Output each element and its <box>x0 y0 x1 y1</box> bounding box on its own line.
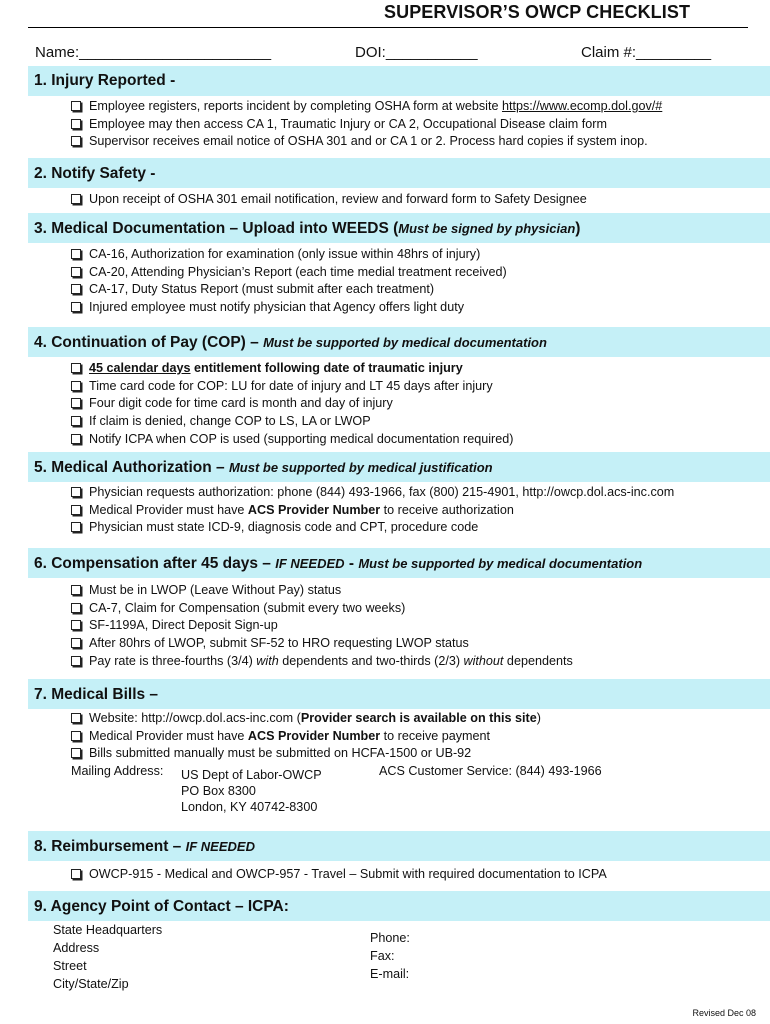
header-fields <box>35 44 735 64</box>
section-1-title: 1. Injury Reported - <box>34 72 176 89</box>
section-4-list <box>71 360 513 449</box>
list-item: Upon receipt of OSHA 301 email notification, review and forward form to Safety Designee <box>71 191 587 209</box>
list-item: CA-7, Claim for Compensation (submit every two weeks) <box>71 600 573 618</box>
list-item: CA-20, Attending Physician’s Report (each time medial treatment received) <box>71 264 507 282</box>
list-item: OWCP-915 - Medical and OWCP-957 - Travel – Submit with required documentation to ICPA <box>71 866 607 884</box>
list-item: Employee may then access CA 1, Traumatic Injury or CA 2, Occupational Disease claim form <box>71 116 662 134</box>
checkbox[interactable] <box>71 194 81 204</box>
doi-field[interactable]: DOI:___________ <box>355 44 478 61</box>
checkbox[interactable] <box>71 136 81 146</box>
list-item: 45 calendar days entitlement following date of traumatic injury <box>71 360 513 378</box>
customer-service: ACS Customer Service: (844) 493-1966 <box>379 764 602 778</box>
section-6-title: 6. Compensation after 45 days – IF NEEDED - Must be supported by medical documentation <box>34 555 643 572</box>
checkbox[interactable] <box>71 585 81 595</box>
section-3-title: 3. Medical Documentation – Upload into WEEDS (Must be signed by physician) <box>34 220 581 237</box>
list-item: Supervisor receives email notice of OSHA 301 and or CA 1 or 2. Process hard copies if system inop. <box>71 133 662 151</box>
checkbox[interactable] <box>71 713 81 723</box>
list-item: Four digit code for time card is month and day of injury <box>71 395 513 413</box>
address-line-3: London, KY 40742-8300 <box>181 800 318 814</box>
address-line-1: US Dept of Labor-OWCP <box>181 768 322 782</box>
list-item: After 80hrs of LWOP, submit SF-52 to HRO requesting LWOP status <box>71 635 573 653</box>
list-item: CA-16, Authorization for examination (only issue within 48hrs of injury) <box>71 246 507 264</box>
checkbox[interactable] <box>71 487 81 497</box>
list-item: SF-1199A, Direct Deposit Sign-up <box>71 617 573 635</box>
checkbox[interactable] <box>71 731 81 741</box>
address-line-2: PO Box 8300 <box>181 784 256 798</box>
list-item: Physician must state ICD-9, diagnosis code and CPT, procedure code <box>71 519 674 537</box>
icpa-email: E-mail: <box>370 967 410 981</box>
checkbox[interactable] <box>71 284 81 294</box>
section-9-title: 9. Agency Point of Contact – ICPA: <box>34 898 289 915</box>
checkbox[interactable] <box>71 505 81 515</box>
name-field[interactable]: Name:_______________________ <box>35 44 272 61</box>
icpa-fax: Fax: <box>370 949 395 963</box>
icpa-phone: Phone: <box>370 931 410 945</box>
checkbox[interactable] <box>71 267 81 277</box>
section-2-title: 2. Notify Safety - <box>34 165 156 182</box>
section-8-list <box>71 866 607 884</box>
list-item: Physician requests authorization: phone (844) 493-1966, fax (800) 215-4901, http://owcp.dol.acs-inc.com <box>71 484 674 502</box>
checkbox[interactable] <box>71 603 81 613</box>
list-item: Injured employee must notify physician that Agency offers light duty <box>71 299 507 317</box>
mailing-address-label: Mailing Address: <box>71 764 164 778</box>
icpa-line: Street <box>53 959 87 973</box>
icpa-line: State Headquarters <box>53 923 163 937</box>
checkbox[interactable] <box>71 638 81 648</box>
checkbox[interactable] <box>71 748 81 758</box>
checkbox[interactable] <box>71 416 81 426</box>
list-item: Bills submitted manually must be submitted on HCFA-1500 or UB-92 <box>71 745 541 763</box>
checkbox[interactable] <box>71 249 81 259</box>
list-item: If claim is denied, change COP to LS, LA or LWOP <box>71 413 513 431</box>
icpa-address-block <box>53 921 162 993</box>
page-title: SUPERVISOR’S OWCP CHECKLIST <box>384 2 691 22</box>
checkbox[interactable] <box>71 522 81 532</box>
ecomp-link[interactable]: https://www.ecomp.dol.gov/# <box>501 99 663 113</box>
list-item: Pay rate is three-fourths (3/4) with dependents and two-thirds (2/3) without dependents <box>71 653 573 671</box>
section-5-list <box>71 484 674 537</box>
icpa-contact-block <box>370 929 410 983</box>
list-item: Medical Provider must have ACS Provider Number to receive authorization <box>71 502 674 520</box>
list-item: Employee registers, reports incident by completing OSHA form at website https://www.ecomp.dol.gov/# <box>71 98 662 116</box>
section-8-title: 8. Reimbursement – IF NEEDED <box>34 838 255 855</box>
list-item: Time card code for COP: LU for date of injury and LT 45 days after injury <box>71 378 513 396</box>
section-7-list <box>71 710 541 763</box>
revision-note: Revised Dec 08 <box>692 1008 756 1018</box>
list-item: Notify ICPA when COP is used (supporting medical documentation required) <box>71 431 513 449</box>
checkbox[interactable] <box>71 620 81 630</box>
checkbox[interactable] <box>71 434 81 444</box>
icpa-line: Address <box>53 941 100 955</box>
section-7-title: 7. Medical Bills – <box>34 686 159 703</box>
section-1-list <box>71 98 662 151</box>
section-2-list <box>71 191 587 209</box>
checkbox[interactable] <box>71 302 81 312</box>
section-6-list <box>71 582 573 671</box>
title-rule <box>28 27 748 28</box>
checkbox[interactable] <box>71 381 81 391</box>
list-item: CA-17, Duty Status Report (must submit after each treatment) <box>71 281 507 299</box>
section-4-title: 4. Continuation of Pay (COP) – Must be supported by medical documentation <box>34 334 547 351</box>
claim-field[interactable]: Claim #:_________ <box>581 44 712 61</box>
list-item: Website: http://owcp.dol.acs-inc.com (Provider search is available on this site) <box>71 710 541 728</box>
checkbox[interactable] <box>71 398 81 408</box>
checkbox[interactable] <box>71 869 81 879</box>
checkbox[interactable] <box>71 363 81 373</box>
list-item: Medical Provider must have ACS Provider Number to receive payment <box>71 728 541 746</box>
checkbox[interactable] <box>71 101 81 111</box>
checkbox[interactable] <box>71 656 81 666</box>
checkbox[interactable] <box>71 119 81 129</box>
list-item: Must be in LWOP (Leave Without Pay) status <box>71 582 573 600</box>
section-3-list <box>71 246 507 317</box>
section-5-title: 5. Medical Authorization – Must be supported by medical justification <box>34 459 493 476</box>
icpa-line: City/State/Zip <box>53 977 129 991</box>
